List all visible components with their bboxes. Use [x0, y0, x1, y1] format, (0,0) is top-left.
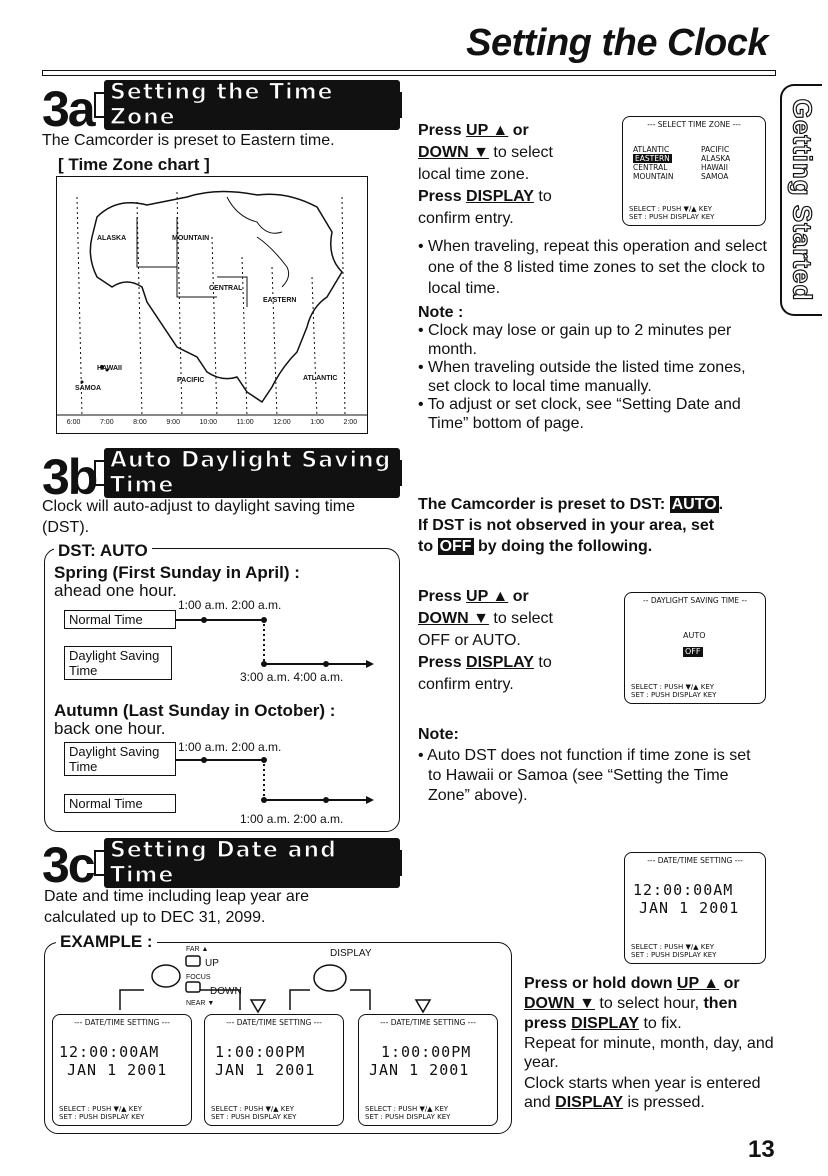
screen-select-line: SELECT : PUSH ▼/▲ KEY [631, 683, 715, 691]
example-screen-2 [204, 1014, 344, 1126]
example-screen-1 [52, 1014, 192, 1126]
note-title: Note : [418, 304, 464, 321]
page-number: 13 [748, 1136, 775, 1163]
section-3c-intro: Date and time including leap year are calculated up to DEC 31, 2099. [44, 888, 310, 926]
display-label: DISPLAY [330, 948, 372, 959]
screen-header: -- DAYLIGHT SAVING TIME -- [643, 596, 747, 605]
confirm-entry: confirm entry. [418, 210, 514, 227]
screen-header: --- SELECT TIME ZONE --- [647, 120, 741, 129]
example-title: EXAMPLE : [56, 931, 157, 952]
spring-sub: ahead one hour. [54, 581, 177, 600]
display-key: DISPLAY [466, 654, 534, 671]
down-key: DOWN ▼ [418, 144, 489, 161]
time-label: 9:00 [166, 419, 180, 426]
instr-then: then press [524, 995, 738, 1032]
section-3b-instructions [418, 586, 608, 696]
select-target: local time zone. [418, 166, 530, 183]
autumn-normal-time-box: Normal Time [64, 794, 176, 813]
section-3c-instructions [524, 974, 774, 1034]
focus-label: FOCUS [186, 974, 211, 981]
screen-set-line: SET : PUSH DISPLAY KEY [631, 691, 717, 699]
screen-date: JAN 1 2001 [67, 1061, 168, 1079]
screen-footer [629, 205, 714, 221]
section-3a-heading: Setting the Time Zone [104, 80, 400, 130]
preset-line-2: If DST is not observed in your area, set [418, 517, 715, 534]
screen-time: 12:00:00AM [633, 881, 734, 899]
note-item: • To adjust or set clock, see “Setting Date and Time” bottom of page. [418, 396, 741, 432]
screen-time: 1:00:00PM [381, 1043, 472, 1061]
map-label-atlantic: ATLANTIC [303, 375, 338, 382]
page-title: Setting the Clock [466, 22, 768, 64]
time-zone-screen [622, 116, 766, 226]
example-screen-3 [358, 1014, 498, 1126]
spring-normal-time-box: Normal Time [64, 610, 176, 629]
time-label: 1:00 [310, 419, 324, 426]
dst-note [418, 746, 758, 806]
zone-col-2 [701, 145, 730, 181]
screen-time: 12:00:00AM [59, 1043, 160, 1061]
select-target: OFF or AUTO. [418, 632, 521, 649]
screen-date: JAN 1 2001 [639, 899, 740, 917]
spring-daylight-box: Daylight Saving Time [64, 646, 172, 680]
zone-item-selected: EASTERN [635, 154, 670, 163]
travel-note [418, 236, 768, 299]
map-label-eastern: EASTERN [263, 297, 297, 304]
travel-note-text: • When traveling, repeat this operation and select one of the 8 listed time zones to set the clock to local time. [418, 238, 767, 297]
screen-date: JAN 1 2001 [215, 1061, 316, 1079]
section-3b-number: 3b [42, 449, 97, 505]
map-label-hawaii: HAWAII [97, 365, 122, 372]
section-3a-intro: The Camcorder is preset to Eastern time. [42, 132, 335, 149]
side-tab-label: Getting Started [787, 98, 818, 302]
time-zone-chart-title: [ Time Zone chart ] [58, 155, 210, 174]
screen-select-line: SELECT : PUSH ▼/▲ KEY [365, 1105, 449, 1113]
section-3a-instructions [418, 120, 608, 230]
instr-press: Press or hold down [524, 975, 673, 992]
note-text: Clock may lose or gain up to 2 minutes per month. [428, 322, 732, 358]
up-button-icon [186, 956, 200, 966]
or-label: or [512, 122, 529, 139]
far-label: FAR ▲ [186, 946, 209, 953]
autumn-timeline [176, 752, 376, 812]
repeat-text: Repeat for minute, month, day, and year. [524, 1035, 774, 1071]
section-3a-heading-bar [94, 80, 402, 130]
screen-select-line: SELECT : PUSH ▼/▲ KEY [629, 205, 713, 213]
screen-select-line: SELECT : PUSH ▼/▲ KEY [59, 1105, 143, 1113]
dst-note-text: Auto DST does not function if time zone is set to Hawaii or Samoa (see “Setting the Time Zone” above). [427, 747, 751, 804]
clock-starts: Clock starts when year is entered and [524, 1075, 761, 1111]
up-key: UP ▲ [466, 588, 509, 605]
screen-set-line: SET : PUSH DISPLAY KEY [631, 951, 717, 959]
map-label-central: CENTRAL [209, 285, 243, 292]
zone-item: ATLANTIC [633, 145, 670, 154]
zone-item: SAMOA [701, 172, 729, 181]
north-america-map [57, 177, 367, 433]
spring-bottom-times: 3:00 a.m. 4:00 a.m. [240, 670, 344, 684]
screen-select-line: SELECT : PUSH ▼/▲ KEY [631, 943, 715, 951]
clock-end: is pressed. [627, 1094, 705, 1111]
section-3b-intro: Clock will auto-adjust to daylight saving time (DST). [42, 498, 356, 536]
display-key: DISPLAY [571, 1015, 640, 1032]
note-list [418, 322, 758, 433]
side-tab [780, 84, 822, 316]
or-label: or [512, 588, 529, 605]
dst-preset-text: The Camcorder is preset to DST: AUTO . If DST is not observed in your area, set to OFF by doing the following. [418, 496, 724, 555]
screen-header: --- DATE/TIME SETTING --- [226, 1018, 322, 1027]
time-label: 12:00 [273, 419, 291, 426]
autumn-top-times: 1:00 a.m. 2:00 a.m. [178, 740, 282, 754]
screen-select-line: SELECT : PUSH ▼/▲ KEY [211, 1105, 295, 1113]
autumn-sub: back one hour. [54, 719, 166, 738]
down-label: DOWN [210, 986, 242, 997]
zone-item: CENTRAL [633, 163, 668, 172]
screen-footer [211, 1105, 296, 1121]
dst-title: DST: AUTO [54, 540, 152, 561]
press-label: Press [418, 654, 462, 671]
down-button-icon [186, 982, 200, 992]
time-label: 10:00 [199, 419, 218, 426]
spring-top-times: 1:00 a.m. 2:00 a.m. [178, 598, 282, 612]
section-3c-heading: Setting Date and Time [104, 838, 400, 888]
section-3b-heading-bar [94, 448, 402, 498]
time-label: 2:00 [343, 419, 358, 426]
auto-badge: AUTO [671, 496, 717, 513]
zone-item: MOUNTAIN [633, 172, 674, 181]
dst-note-item: • Auto DST does not function if time zone is set to Hawaii or Samoa (see “Setting the Time Zone” above). [418, 747, 751, 804]
screen-header: --- DATE/TIME SETTING --- [74, 1018, 170, 1027]
note-text: To adjust or set clock, see “Setting Date and Time” bottom of page. [427, 396, 741, 432]
select-suffix: to select [493, 144, 553, 161]
time-strip [57, 419, 367, 426]
near-label: NEAR ▼ [186, 1000, 215, 1007]
or-label: or [723, 975, 740, 992]
travel-note-body: When traveling, repeat this operation and select one of the 8 listed time zones to set the clock to local time. [428, 238, 767, 297]
zone-col-1 [633, 145, 673, 181]
note-item: • When traveling outside the listed time zones, set clock to local time manually. [418, 359, 746, 395]
press-label: Press [418, 122, 462, 139]
map-label-mountain: MOUNTAIN [172, 235, 210, 242]
time-zone-map [56, 176, 368, 434]
up-label: UP [205, 958, 219, 969]
time-label: 7:00 [99, 419, 114, 426]
screen-footer [631, 683, 716, 699]
section-3c-heading-bar [94, 838, 402, 888]
autumn-daylight-box: Daylight Saving Time [64, 742, 176, 776]
preset-line-3: by doing the following. [478, 538, 653, 555]
up-key: UP ▲ [676, 975, 720, 992]
map-label-samoa: SAMOA [75, 385, 102, 392]
zone-item: PACIFIC [701, 145, 730, 154]
spring-timeline [176, 612, 376, 672]
press-label: Press [418, 188, 462, 205]
dst-note-title: Note: [418, 726, 459, 743]
zone-item: HAWAII [701, 163, 728, 172]
screen-footer [59, 1105, 144, 1121]
section-3c-number: 3c [42, 837, 94, 893]
clock-starts-text [524, 1074, 774, 1112]
screen-footer [631, 943, 716, 959]
screen-header: --- DATE/TIME SETTING --- [380, 1018, 476, 1027]
map-label-pacific: PACIFIC [177, 377, 205, 384]
map-label-alaska: ALASKA [97, 235, 127, 242]
confirm-entry: confirm entry. [418, 676, 514, 693]
title-rule [42, 70, 776, 76]
up-key: UP ▲ [466, 122, 509, 139]
confirm-suffix: to [538, 654, 552, 671]
display-key: DISPLAY [555, 1094, 624, 1111]
dst-option-auto: AUTO [683, 631, 706, 640]
screen-time: 1:00:00PM [215, 1043, 306, 1061]
screen-date: JAN 1 2001 [369, 1061, 470, 1079]
time-label: 6:00 [66, 419, 81, 426]
screen-set-line: SET : PUSH DISPLAY KEY [59, 1113, 145, 1121]
to-label: to [418, 538, 434, 555]
dst-option-off: OFF [685, 647, 701, 656]
spring-title: Spring (First Sunday in April) : [54, 563, 300, 582]
down-key: DOWN ▼ [418, 610, 489, 627]
time-label: 8:00 [133, 419, 147, 426]
note-text: When traveling outside the listed time zones, set clock to local time manually. [428, 359, 746, 395]
screen-set-line: SET : PUSH DISPLAY KEY [211, 1113, 297, 1121]
note-item: • Clock may lose or gain up to 2 minutes per month. [418, 322, 732, 358]
preset-line-1: The Camcorder is preset to DST: [418, 496, 666, 513]
finger-icon [314, 965, 346, 991]
zone-item: ALASKA [701, 154, 731, 163]
display-key: DISPLAY [466, 188, 534, 205]
autumn-title: Autumn (Last Sunday in October) : [54, 701, 336, 720]
down-key: DOWN ▼ [524, 995, 595, 1012]
press-label: Press [418, 588, 462, 605]
screen-set-line: SET : PUSH DISPLAY KEY [629, 213, 715, 221]
example-arrows [110, 954, 450, 1014]
dst-screen [624, 592, 766, 704]
instr-end: to fix. [643, 1015, 682, 1032]
section-3a-number: 3a [42, 81, 94, 137]
finger-icon [152, 965, 180, 987]
date-time-screen [624, 852, 766, 964]
screen-header: --- DATE/TIME SETTING --- [647, 856, 743, 865]
screen-set-line: SET : PUSH DISPLAY KEY [365, 1113, 451, 1121]
autumn-bottom-times: 1:00 a.m. 2:00 a.m. [240, 812, 344, 826]
instr-mid: to select hour, [599, 995, 700, 1012]
confirm-suffix: to [538, 188, 552, 205]
screen-footer [365, 1105, 450, 1121]
time-label: 11:00 [236, 419, 254, 426]
select-suffix: to select [493, 610, 553, 627]
section-3b-heading: Auto Daylight Saving Time [104, 448, 400, 498]
off-badge: OFF [439, 538, 472, 555]
